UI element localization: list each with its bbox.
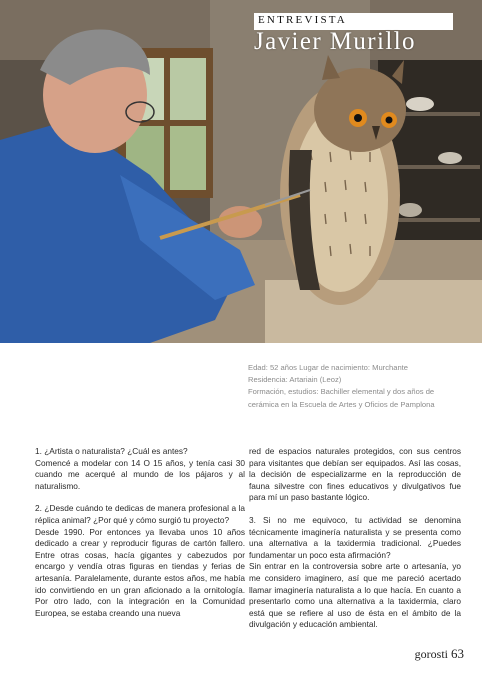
question-3: 3. Si no me equivoco, tu actividad se denomina técnicamente imaginería naturalista y se presenta como una alternativa a la taxidermia tradicional. ¿Puedes fundamentar un poco esta afirmación?: [249, 514, 461, 560]
interviewee-name: Javier Murillo: [254, 28, 416, 55]
answer-2-part-1: Desde 1990. Por entonces ya llevaba unos 10 años dedicado a crear y reproducir figuras de cartón fallero. Entre otras cosas, hacía gigantes y cabezudos por encargo y vendía otras figuras en tiendas y ferias de artesanía. Paralelamente, durante estos años, me había ido convirtiendo en un gran aficionado a la ornitología. Por otro lado, con la integración en la Comunidad Europea, se estaba creando una nueva: [35, 526, 245, 618]
answer-1: Comencé a modelar con 14 O 15 años, y tenía casi 30 cuando me acerqué al mundo de los pájaros y al naturalismo.: [35, 457, 245, 491]
page-number: 63: [451, 646, 464, 661]
answer-3: Sin entrar en la controversia sobre arte o artesanía, yo me considero imaginero, así que me pareció acertado llamar imaginería naturalista a lo que hacía. En cuanto a presentarlo como una alternativa a la taxidermia, claro está que se refiere al uso de ésta en el ámbito de la divulgación y educación ambiental.: [249, 561, 461, 630]
caption-line: Formación, estudios: Bachiller elemental y dos años de: [248, 387, 435, 397]
magazine-name: gorosti: [414, 647, 448, 661]
profile-caption: [248, 362, 470, 411]
qa-block: [35, 503, 245, 619]
caption-line: Edad: 52 años Lugar de nacimiento: Murchante: [248, 363, 408, 372]
qa-block: [35, 446, 245, 492]
answer-2-part-2: red de espacios naturales protegidos, con sus centros para visitantes que debían ser equipados. Así las cosas, la decisión de especializarme en la reproducción de fauna silvestre con fines educativos y divulgativos fue para mí un paso bastante lógico.: [249, 446, 461, 503]
text-column-left: [35, 446, 245, 630]
page-footer: [415, 646, 464, 662]
section-kicker: ENTREVISTA: [258, 14, 347, 26]
caption-line: cerámica en la Escuela de Artes y Oficios de Pamplona: [248, 399, 435, 409]
text-column-right: [249, 446, 461, 642]
question-2: 2. ¿Desde cuándo te dedicas de manera profesional a la réplica animal? ¿Por qué y cómo surgió tu proyecto?: [35, 503, 245, 525]
question-1: 1. ¿Artista o naturalista? ¿Cuál es antes?: [35, 446, 188, 456]
qa-block: [249, 446, 461, 504]
qa-block: [249, 515, 461, 631]
caption-line: Residencia: Artariain (Leoz): [248, 375, 342, 385]
